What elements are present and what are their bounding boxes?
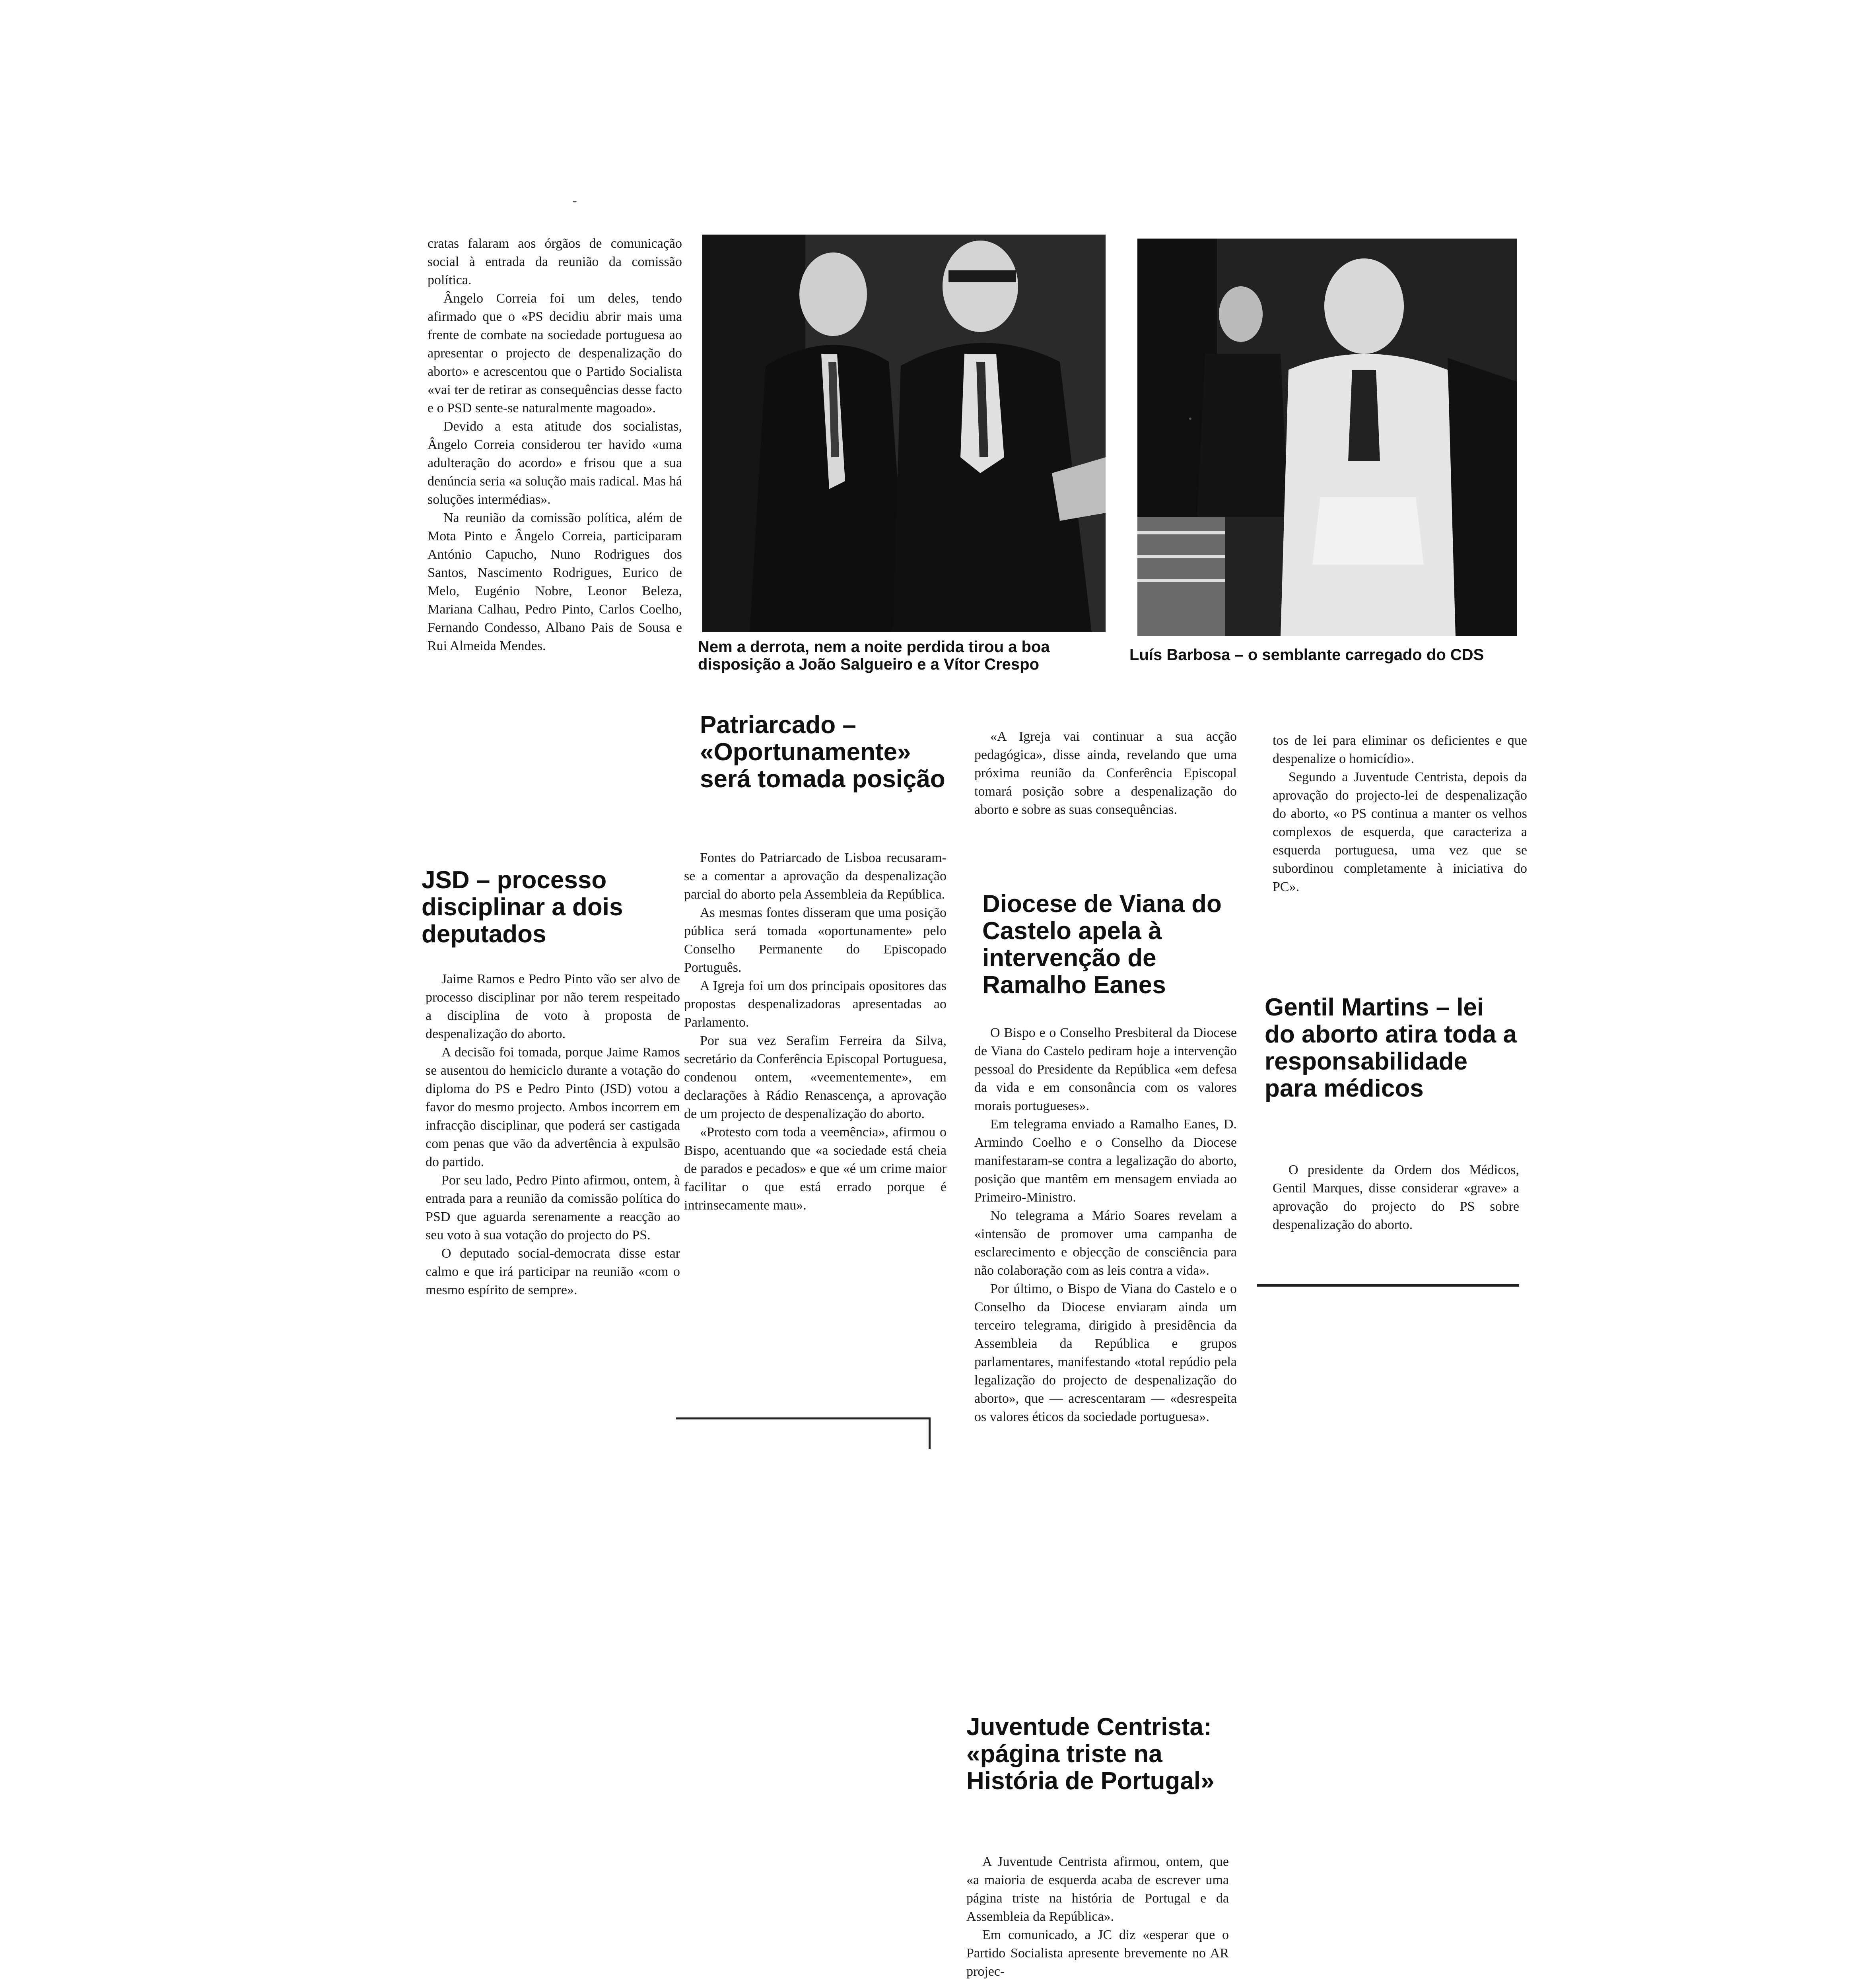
photo-2-caption: Luís Barbosa – o semblante carregado do CDS [1129,646,1484,664]
photo-1-caption: Nem a derrota, nem a noite perdida tirou a boa disposição a João Salgueiro e a Vítor Crespo [698,638,1050,673]
article-column-3c [966,1853,1229,1981]
headline-juventude-centrista: Juventude Centrista: «página triste na História de Portugal» [966,1713,1215,1795]
photo-image [1137,239,1517,636]
paragraph: Segundo a Juventude Centrista, depois da aprovação do projecto-lei de despenalização do aborto, «o PS continua a manter os velhos complexos de esquerda, que caracteriza a esquerda portuguesa, uma vez que se subordinou completamente à iniciativa do PC». [1273,770,1527,894]
paragraph: Em telegrama enviado a Ramalho Eanes, D. Armindo Coelho e o Conselho da Diocese manifestaram-se contra a legalização do aborto, posição que mantêm em mensagem enviada ao Primeiro-Ministro. [974,1117,1237,1205]
column-rule [676,1417,931,1419]
paragraph: A decisão foi tomada, porque Jaime Ramos se ausentou do hemiciclo durante a votação do diploma do PS e Pedro Pinto (JSD) votou a favor do mesmo projecto. Ambos incorrem em infracção disciplinar, que poderá ser castigada com penas que vão da advertência à expulsão do partido. [426,1045,680,1169]
headline-viana: Diocese de Viana do Castelo apela à intervenção de Ramalho Eanes [982,890,1222,999]
paragraph: Jaime Ramos e Pedro Pinto vão ser alvo de processo disciplinar por não terem respeitado a disciplina de voto à proposta de despenalização do aborto. [426,972,680,1041]
article-column-4 [1273,732,1527,896]
paragraph: «A Igreja vai continuar a sua acção pedagógica», disse ainda, revelando que uma próxima reunião da Conferência Episcopal tomará posição sobre a despenalização do aborto e sobre as suas consequências. [974,729,1237,817]
paragraph: «Protesto com toda a veemência», afirmou o Bispo, acentuando que «a sociedade está cheia de parados e pecados» e que «é um crime maior facilitar o que está errado porque é intrinsecamente mau». [684,1125,946,1213]
photo-luis-barbosa [1137,239,1517,636]
paragraph: Fontes do Patriarcado de Lisboa recusaram-se a comentar a aprovação da despenalização parcial do aborto pela Assembleia da República. [684,850,946,902]
column-rule [929,1417,931,1449]
paragraph: Por seu lado, Pedro Pinto afirmou, ontem, à entrada para a reunião da comissão política do PSD que aguarda serenamente a reacção ao seu voto à sua votação do projecto do PS. [426,1173,680,1242]
paragraph: O Bispo e o Conselho Presbiteral da Diocese de Viana do Castelo pediram hoje a intervenção pessoal do Presidente da República «em defesa da vida e em consonância com os valores morais portugueses». [974,1025,1237,1113]
scan-speck [573,201,577,202]
article-column-2 [684,849,946,1215]
paragraph: Por sua vez Serafim Ferreira da Silva, secretário da Conferência Episcopal Portuguesa, condenou ontem, «veementemente», em declarações à Rádio Renascença, a aprovação de um projecto de despenalização do aborto. [684,1033,946,1121]
paragraph: Ângelo Correia foi um deles, tendo afirmado que o «PS decidiu abrir mais uma frente de combate na sociedade portuguesa ao apresentar o projecto de despenalização do aborto» e acrescentou que o Partido Socialista «vai ter de retirar as consequências desse facto e o PSD sente-se naturalmente magoado». [428,291,682,415]
scan-speck [1189,417,1191,420]
paragraph: Na reunião da comissão política, além de Mota Pinto e Ângelo Correia, participaram António Capucho, Nuno Rodrigues dos Santos, Nascimento Rodrigues, Eurico de Melo, Eugénio Nobre, Leonor Beleza, Mariana Calhau, Pedro Pinto, Carlos Coelho, Fernando Condesso, Albano Pais de Sousa e Rui Almeida Mendes. [428,511,682,653]
paragraph: A Igreja foi um dos principais opositores das propostas despenalizadoras apresentadas ao Parlamento. [684,978,946,1030]
article-column-3 [974,728,1237,819]
photo-image [702,235,1106,632]
article-column-1b [426,970,680,1299]
paragraph: tos de lei para eliminar os deficientes e que despenalize o homicídio». [1273,733,1527,766]
paragraph: A Juventude Centrista afirmou, ontem, que «a maioria de esquerda acaba de escrever uma página triste na história de Portugal e da Assembleia da República». [966,1854,1229,1924]
paragraph: Por último, o Bispo de Viana do Castelo e o Conselho da Diocese enviaram ainda um terceiro telegrama, dirigido à presidência da Assembleia da República e grupos parlamentares, manifestando «total repúdio pela legalização do projecto de despenalização do aborto», que — acrescentaram — «desrespeita os valores éticos da sociedade portuguesa». [974,1281,1237,1424]
paragraph: As mesmas fontes disseram que uma posição pública será tomada «oportunamente» pelo Conselho Permanente do Episcopado Português. [684,905,946,975]
paragraph: O presidente da Ordem dos Médicos, Gentil Marques, disse considerar «grave» a aprovação do projecto do PS sobre despenalização do aborto. [1273,1163,1519,1232]
paragraph: No telegrama a Mário Soares revelam a «intensão de promover uma campanha de esclarecimento e objecção de consciência para não colaboração com as leis contra a vida». [974,1208,1237,1278]
paragraph: cratas falaram aos órgãos de comunicação social à entrada da reunião da comissão política. [428,236,682,287]
article-column-4b [1273,1161,1519,1234]
column-rule [1257,1284,1519,1287]
paragraph: Devido a esta atitude dos socialistas, Ângelo Correia considerou ter havido «uma adulteração do acordo» e frisou que a sua denúncia seria «a solução mais radical. Mas há soluções intermédias». [428,419,682,507]
headline-jsd: JSD – processo disciplinar a dois deputados [422,866,623,948]
article-column-3b [974,1024,1237,1426]
headline-patriarcado: Patriarcado – «Oportunamente» será tomada posição [700,711,945,793]
headline-gentil-martins: Gentil Martins – lei do aborto atira toda a responsabilidade para médicos [1265,994,1517,1102]
paragraph: Em comunicado, a JC diz «esperar que o Partido Socialista apresente brevemente no AR projec- [966,1928,1229,1979]
photo-salgueiro-crespo [702,235,1106,632]
paragraph: O deputado social-democrata disse estar calmo e que irá participar na reunião «com o mesmo espírito de sempre». [426,1246,680,1297]
article-column-1 [428,235,682,655]
